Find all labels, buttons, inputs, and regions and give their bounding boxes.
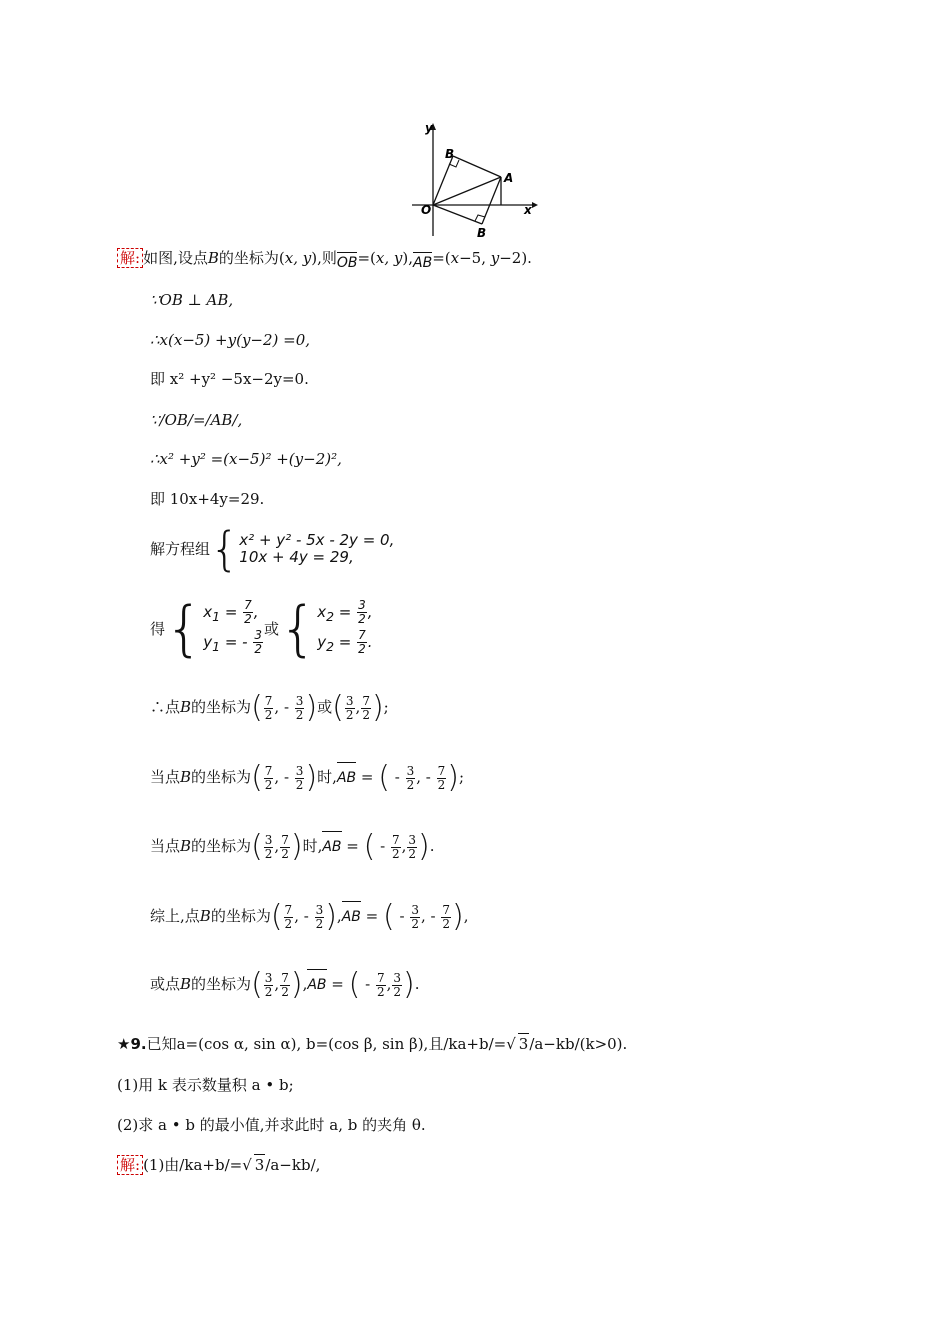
text: 的坐标为 [191, 975, 252, 993]
text: 或 [263, 620, 279, 638]
text: , [302, 975, 308, 993]
text: B [180, 837, 192, 855]
label-a: A [504, 171, 514, 185]
text: =( [432, 249, 451, 267]
left-brace: { [210, 522, 240, 576]
text: . [414, 975, 420, 993]
text: 已知 [146, 1035, 177, 1053]
text: 时, [302, 837, 323, 855]
solution-set-2: $x_2$ = $\frac{3}{2}$ , $y_2$ = $\frac{7}{2}$ . [317, 598, 373, 656]
text: 当点 [150, 768, 181, 786]
text: B [180, 768, 192, 786]
solution1-line14: 或点B的坐标为( $\frac{3}{2}$ , $\frac{7}{2}$ ),AB = ( - $\frac{7}{2}$ , $\frac{3}{2}$ ). [150, 967, 420, 1002]
x-axis-arrow [532, 202, 538, 208]
solution1-line6: ∴x² +y² =(x−5)² +(y−2)², [150, 450, 342, 468]
text: , [336, 907, 342, 925]
problem9-statement [117, 1033, 627, 1054]
text: 的坐标为 [191, 837, 252, 855]
text: ), [402, 249, 413, 267]
left-brace: { [279, 594, 318, 664]
text: ),则 [311, 249, 337, 267]
solution1-line5: ∵/OB/=/AB/, [150, 411, 243, 429]
solution1-line10: ∴点B的坐标为( $\frac{7}{2}$ , - $\frac{3}{2}$ )或( $\frac{3}{2}$ , $\frac{7}{2}$ ); [150, 690, 389, 725]
text: /a−kb/, [265, 1156, 321, 1174]
solution1-line7: 即 10x+4y=29. [150, 490, 265, 508]
solution1-line12: 当点B的坐标为( $\frac{3}{2}$ , $\frac{7}{2}$ )时,AB = ( - $\frac{7}{2}$ , $\frac{3}{2}$ ). [150, 829, 435, 864]
equation-2: 10x + 4y = 29, [239, 548, 354, 566]
vector-ab: AB [342, 902, 361, 932]
text: ∴点 [150, 698, 181, 716]
sqrt-value: 3 [254, 1156, 265, 1174]
text: , [463, 907, 469, 925]
solution1-line3: ∴x(x−5) +y(y−2) =0, [150, 331, 311, 349]
text: x, y [375, 249, 403, 267]
text: 或 [317, 698, 333, 716]
label-y: y [425, 121, 433, 135]
equation-system [150, 522, 395, 576]
segment-btop-a [453, 156, 501, 177]
text: y [485, 249, 500, 267]
solution1-line11: 当点B的坐标为( $\frac{7}{2}$ , - $\frac{3}{2}$ )时,AB = ( - $\frac{3}{2}$ , - $\frac{7}{2}$ ); [150, 760, 464, 795]
text: . [429, 837, 435, 855]
text: 当点 [150, 837, 181, 855]
text: 的坐标为 [191, 768, 252, 786]
vector-ab: AB [322, 832, 341, 862]
text: 的坐标为 [210, 907, 271, 925]
text: 的坐标为 [191, 698, 252, 716]
text: 解方程组 [150, 540, 211, 558]
text: ; [383, 698, 389, 716]
text: 如图,设点 [143, 249, 208, 267]
text: −2). [499, 249, 532, 267]
solution2-line1 [117, 1154, 320, 1175]
text: 或点 [150, 975, 181, 993]
label-x: x [524, 203, 532, 217]
text: 综上,点 [150, 907, 200, 925]
solution1-line2: ∵OB ⊥ AB, [150, 291, 234, 309]
solution-values [150, 594, 373, 664]
solution1-line4: 即 x² +y² −5x−2y=0. [150, 370, 309, 388]
text: ; [458, 768, 464, 786]
text: B [199, 907, 211, 925]
problem9-question1: (1)用 k 表示数量积 a • b; [117, 1076, 294, 1094]
label-o: O [421, 203, 432, 217]
solution-tag: 解: [117, 248, 143, 268]
vector-ab: AB [413, 255, 433, 271]
segment-ob-bottom [433, 205, 482, 224]
solution1-line1 [117, 248, 532, 269]
left-brace: { [165, 594, 204, 664]
text: 的坐标为( [218, 249, 285, 267]
text: x [450, 249, 460, 267]
problem9-question2: (2)求 a • b 的最小值,并求此时 a, b 的夹角 θ. [117, 1116, 426, 1134]
solution-set-1: $x_1$ = $\frac{7}{2}$ , $y_1$ = - $\frac{3}{2}$ [203, 598, 262, 656]
text: /a−kb/(k>0). [529, 1035, 628, 1053]
solution-tag: 解: [117, 1155, 143, 1175]
solution1-line13: 综上,点B的坐标为( $\frac{7}{2}$ , - $\frac{3}{2}$ ),AB = ( - $\frac{3}{2}$ , - $\frac{7}{2}$ ), [150, 899, 469, 934]
label-b-bottom: B [477, 226, 487, 240]
label-b-top: B [445, 147, 455, 161]
text: =( [357, 249, 376, 267]
sqrt-value: 3 [518, 1035, 529, 1053]
problem-number: ★9. [117, 1035, 147, 1053]
coordinate-figure [408, 118, 543, 240]
system-equations [239, 532, 394, 566]
vector-ab: AB [337, 763, 356, 793]
sqrt-symbol: √ [506, 1035, 516, 1053]
text: B [207, 249, 219, 267]
text: x, y [284, 249, 312, 267]
text: (1)由/ka+b/= [143, 1156, 243, 1174]
text: a=(cos α, sin α), b=(cos β, sin β),且/ka+b/= [176, 1035, 507, 1053]
text: 得 [150, 620, 166, 638]
vector-ab: AB [307, 970, 326, 1000]
text: 时, [317, 768, 337, 786]
sqrt-symbol: √ [242, 1156, 252, 1174]
vector-ob: OB [336, 255, 358, 271]
equation-1: x² + y² - 5x - 2y = 0, [239, 531, 395, 549]
text: B [180, 975, 192, 993]
text: B [180, 698, 192, 716]
text: −5, [459, 249, 486, 267]
